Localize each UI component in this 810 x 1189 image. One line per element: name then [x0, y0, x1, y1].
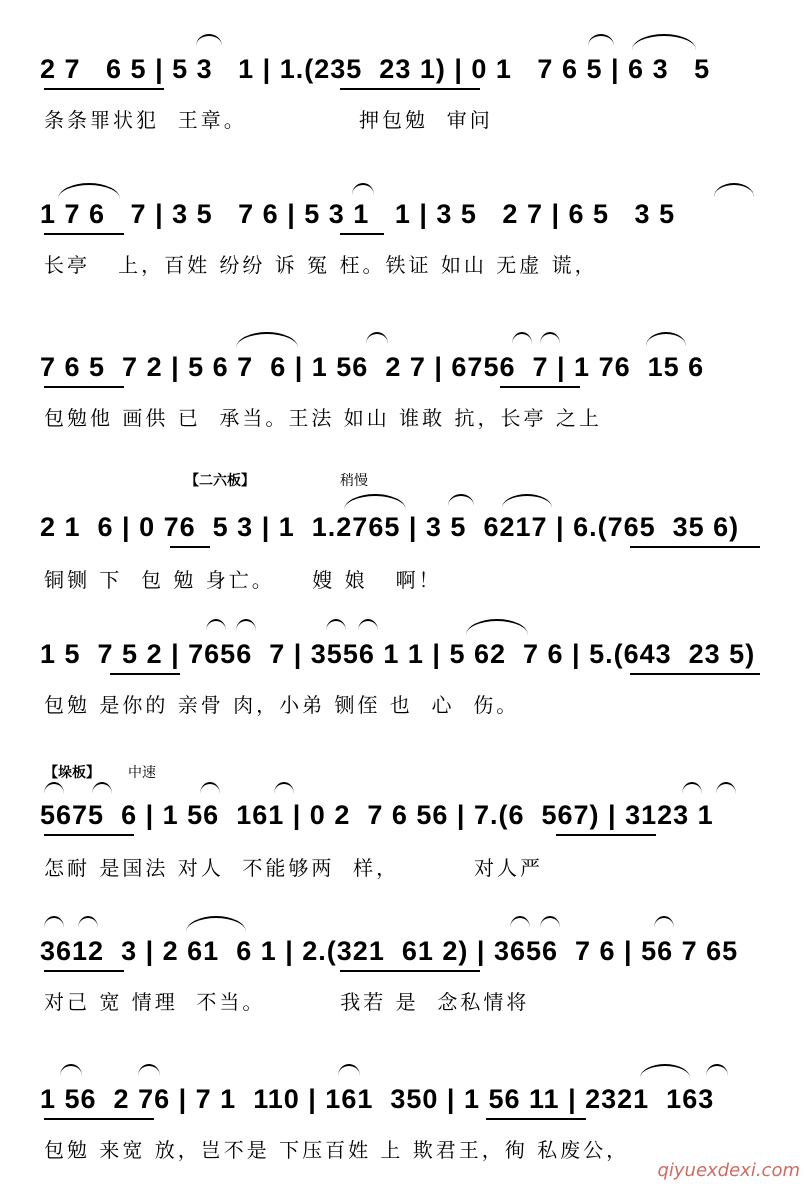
- tie-mark: [44, 916, 64, 928]
- score-system-2: [0, 185, 810, 285]
- underline-mark: [44, 1118, 154, 1120]
- slur-mark: [236, 332, 298, 348]
- underline-mark: [340, 233, 384, 235]
- tie-mark: [540, 332, 560, 344]
- lyrics-line: 条条罪状犯 王章。 押包勉 审问: [44, 108, 493, 132]
- slur-mark: [714, 183, 754, 197]
- tie-mark: [60, 1064, 82, 1076]
- lyrics-line: 包勉 来宽 放，岂不是 下压百姓 上 欺君王，徇 私废公，: [44, 1138, 630, 1162]
- site-watermark: qiyuexdexi.com: [657, 1160, 800, 1181]
- section-label: 【垛板】: [44, 765, 100, 781]
- score-system-6: [0, 762, 810, 882]
- tie-mark: [448, 494, 474, 506]
- tie-mark: [326, 619, 346, 631]
- tie-mark: [138, 1064, 160, 1076]
- section-label: 【二六板】: [185, 473, 255, 489]
- underline-mark: [630, 673, 760, 675]
- tie-mark: [206, 619, 226, 631]
- underline-mark: [44, 834, 134, 836]
- underline-mark: [110, 673, 180, 675]
- tie-mark: [654, 916, 674, 928]
- lyrics-line: 包勉他 画供 已 承当。王法 如山 谁敢 抗，长亭 之上: [44, 406, 602, 430]
- tie-mark: [512, 332, 532, 344]
- tempo-label: 中速: [128, 765, 156, 781]
- slur-mark: [646, 332, 686, 346]
- underline-mark: [44, 233, 124, 235]
- lyrics-line: 铜铡 下 包 勉 身亡。 嫂 娘 啊！: [44, 568, 442, 592]
- slur-mark: [344, 494, 406, 510]
- tie-mark: [78, 916, 98, 928]
- tie-mark: [682, 782, 702, 794]
- tie-mark: [588, 34, 614, 46]
- notation-line: 5675 6 | 1 56 161 | 0 2 7 6 56 | 7.(6 567) | 3123 1: [40, 800, 714, 830]
- underline-mark: [44, 386, 124, 388]
- tempo-label: 稍慢: [340, 473, 368, 489]
- tie-mark: [92, 782, 112, 794]
- score-system-5: [0, 625, 810, 725]
- lyrics-line: 对己 宽 情理 不当。 我若 是 念私情将: [44, 990, 530, 1014]
- underline-mark: [340, 88, 480, 90]
- tie-mark: [338, 1064, 360, 1076]
- tie-mark: [200, 782, 220, 794]
- tie-mark: [44, 782, 64, 794]
- tie-mark: [274, 782, 294, 794]
- notation-line: 2 1 6 | 0 76 5 3 | 1 1.2765 | 3 5 6217 | 6.(765 35 6): [40, 512, 740, 542]
- score-system-7: [0, 922, 810, 1022]
- score-system-3: [0, 338, 810, 438]
- tie-mark: [236, 619, 256, 631]
- underline-mark: [500, 386, 580, 388]
- underline-mark: [486, 1118, 586, 1120]
- slur-mark: [640, 1064, 690, 1078]
- notation-line: 1 56 2 76 | 7 1 110 | 161 350 | 1 56 11 | 2321 163: [40, 1084, 715, 1114]
- slur-mark: [186, 916, 246, 932]
- notation-line: 2 7 6 5 | 5 3 1 | 1.(235 23 1) | 0 1 7 6 5 | 6 3 5: [40, 54, 711, 84]
- tie-mark: [540, 916, 560, 928]
- notation-line: 7 6 5 7 2 | 5 6 7 6 | 1 56 2 7 | 6756 7 | 1 76 15 6: [40, 352, 705, 382]
- lyrics-line: 长亭 上，百姓 纷纷 诉 冤 枉。铁证 如山 无虚 谎，: [44, 253, 598, 277]
- notation-line: 1 5 7 5 2 | 7656 7 | 3556 1 1 | 5 62 7 6 | 5.(643 23 5): [40, 639, 756, 669]
- notation-line: 3612 3 | 2 61 6 1 | 2.(321 61 2) | 3656 7 6 | 56 7 65: [40, 936, 739, 966]
- tie-mark: [196, 34, 222, 46]
- tie-mark: [716, 782, 736, 794]
- tie-mark: [366, 332, 388, 344]
- lyrics-line: 包勉 是你的 亲骨 肉，小弟 铡侄 也 心 伤。: [44, 693, 520, 717]
- underline-mark: [44, 88, 164, 90]
- underline-mark: [170, 546, 210, 548]
- underline-mark: [556, 834, 656, 836]
- tie-mark: [358, 619, 378, 631]
- slur-mark: [502, 494, 552, 508]
- tie-mark: [510, 916, 530, 928]
- tie-mark: [352, 183, 374, 195]
- lyrics-line: 怎耐 是国法 对人 不能够两 样， 对人严: [44, 856, 544, 880]
- underline-mark: [630, 546, 760, 548]
- underline-mark: [44, 970, 124, 972]
- slur-mark: [58, 183, 120, 199]
- slur-mark: [632, 34, 696, 50]
- tie-mark: [706, 1064, 728, 1076]
- score-system-4: [0, 470, 810, 590]
- score-system-1: [0, 40, 810, 140]
- underline-mark: [340, 970, 480, 972]
- slur-mark: [466, 619, 528, 635]
- notation-line: 1 7 6 7 | 3 5 7 6 | 5 3 1 1 | 3 5 2 7 | 6 5 3 5: [40, 199, 676, 229]
